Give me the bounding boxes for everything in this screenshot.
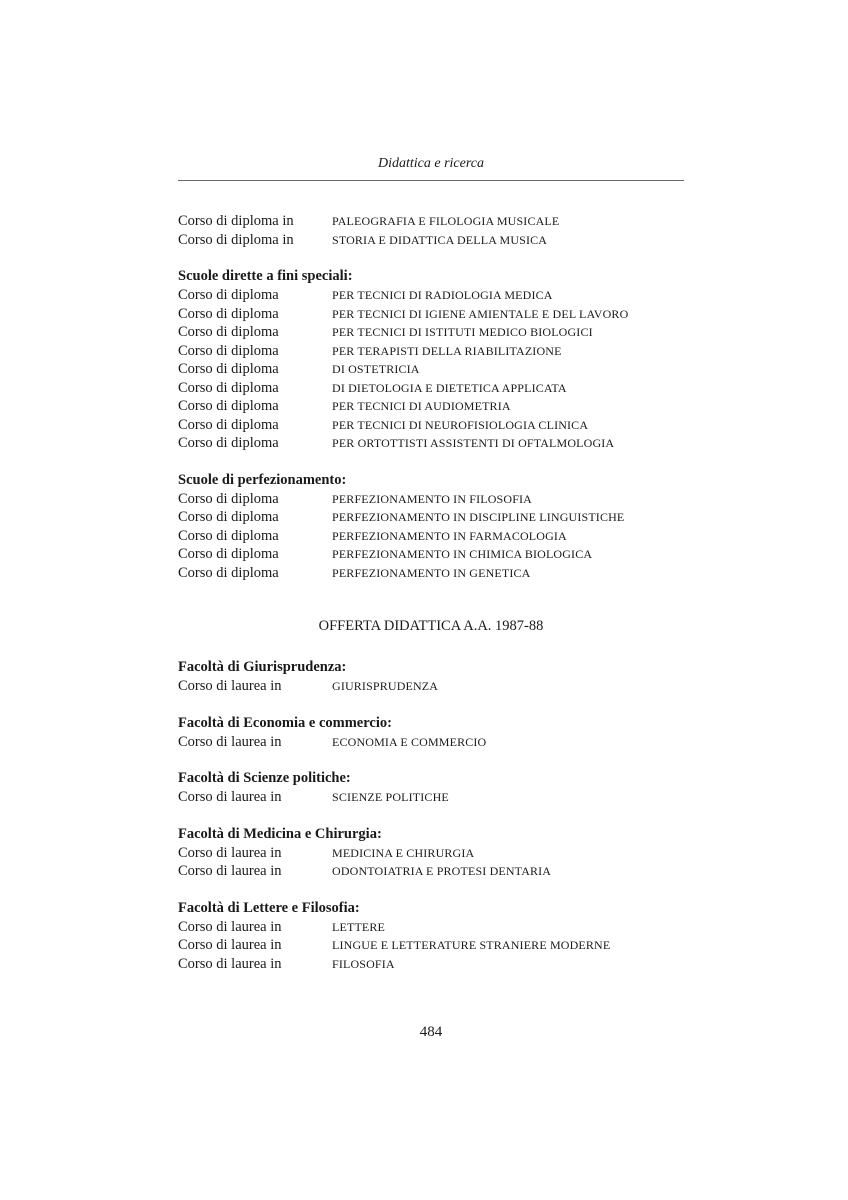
course-name: PER TECNICI DI ISTITUTI MEDICO BIOLOGICI	[332, 325, 593, 339]
section-gap	[178, 582, 684, 616]
course-type-label: Corso di diploma	[178, 416, 279, 433]
course-type-label: Corso di diploma	[178, 287, 279, 303]
course-row	[178, 936, 684, 955]
course-row	[178, 955, 684, 974]
section-heading: Facoltà di Economia e commercio:	[178, 714, 392, 731]
section-facolta-scienze-politiche	[178, 769, 684, 807]
course-name: ECONOMIA E COMMERCIO	[332, 734, 487, 749]
course-type-label: Corso di laurea in	[178, 678, 282, 694]
course-type-label: Corso di diploma	[178, 546, 279, 562]
course-row	[178, 434, 684, 453]
course-row	[178, 397, 684, 416]
course-type-label: Corso di diploma	[178, 435, 279, 451]
section-facolta-medicina	[178, 825, 684, 881]
course-type-label: Corso di laurea in	[178, 863, 282, 879]
course-type-label: Corso di laurea in	[178, 918, 282, 935]
course-name: PERFEZIONAMENTO IN DISCIPLINE LINGUISTICHE	[332, 510, 625, 524]
offerta-didattica-title: OFFERTA DIDATTICA A.A. 1987-88	[318, 618, 544, 634]
section-gap	[178, 807, 684, 825]
course-row	[178, 286, 684, 305]
course-name: PERFEZIONAMENTO IN FARMACOLOGIA	[332, 528, 567, 543]
course-name: PERFEZIONAMENTO IN CHIMICA BIOLOGICA	[332, 547, 593, 561]
course-name: PER TERAPISTI DELLA RIABILITAZIONE	[332, 343, 562, 358]
course-type-label: Corso di laurea in	[178, 844, 282, 861]
section-gap	[178, 636, 684, 658]
section-gap	[178, 453, 684, 471]
course-name: DI DIETOLOGIA E DIETETICA APPLICATA	[332, 380, 567, 395]
section-gap	[178, 881, 684, 899]
course-row	[178, 545, 684, 564]
course-row	[178, 342, 684, 361]
course-row	[178, 677, 684, 696]
course-type-label: Corso di laurea in	[178, 937, 282, 953]
course-type-label: Corso di diploma	[178, 305, 279, 322]
section-gap	[178, 249, 684, 267]
section-gap	[178, 751, 684, 769]
course-row	[178, 508, 684, 527]
course-row	[178, 212, 684, 231]
course-name: FILOSOFIA	[332, 956, 395, 971]
section-scuole-perfezionamento	[178, 471, 684, 583]
course-name: LETTERE	[332, 919, 386, 934]
course-type-label: Corso di laurea in	[178, 955, 282, 972]
course-name: PER TECNICI DI IGIENE AMIENTALE E DEL LAVORO	[332, 306, 629, 321]
course-row	[178, 527, 684, 546]
course-name: GIURISPRUDENZA	[332, 679, 439, 693]
course-name: SCIENZE POLITICHE	[332, 790, 449, 804]
section-heading: Scuole dirette a fini speciali:	[178, 268, 353, 284]
course-type-label: Corso di laurea in	[178, 789, 282, 805]
course-row	[178, 564, 684, 583]
course-type-label: Corso di diploma	[178, 564, 279, 581]
course-name: PALEOGRAFIA E FILOLOGIA MUSICALE	[332, 214, 560, 228]
course-row	[178, 733, 684, 752]
section-facolta-giurisprudenza	[178, 658, 684, 696]
course-name: PER TECNICI DI NEUROFISIOLOGIA CLINICA	[332, 417, 589, 432]
course-row	[178, 323, 684, 342]
section-heading: Scuole di perfezionamento:	[178, 471, 347, 488]
course-name: ODONTOIATRIA E PROTESI DENTARIA	[332, 864, 552, 878]
course-row	[178, 360, 684, 379]
running-header: Didattica e ricerca	[377, 156, 484, 171]
course-type-label: Corso di diploma	[178, 509, 279, 525]
course-name: PERFEZIONAMENTO IN GENETICA	[332, 565, 531, 580]
course-type-label: Corso di diploma	[178, 324, 279, 340]
course-row	[178, 305, 684, 324]
course-name: MEDICINA E CHIRURGIA	[332, 845, 475, 860]
course-type-label: Corso di diploma	[178, 490, 279, 507]
section-scuole-dirette	[178, 267, 684, 453]
course-row	[178, 379, 684, 398]
course-name: PER TECNICI DI AUDIOMETRIA	[332, 399, 511, 413]
page-number: 484	[419, 1024, 443, 1040]
course-name: PER TECNICI DI RADIOLOGIA MEDICA	[332, 288, 553, 302]
header-rule	[178, 180, 684, 181]
course-type-label: Corso di diploma	[178, 398, 279, 414]
section-heading: Facoltà di Scienze politiche:	[178, 770, 351, 786]
course-type-label: Corso di diploma in	[178, 231, 294, 248]
course-row	[178, 918, 684, 937]
page-content	[178, 212, 684, 973]
course-type-label: Corso di diploma	[178, 379, 279, 396]
course-row	[178, 788, 684, 807]
course-name: LINGUE E LETTERATURE STRANIERE MODERNE	[332, 938, 611, 952]
course-row	[178, 844, 684, 863]
section-heading: Facoltà di Medicina e Chirurgia:	[178, 825, 382, 842]
section-gap	[178, 696, 684, 714]
course-type-label: Corso di laurea in	[178, 733, 282, 750]
course-name: PER ORTOTTISTI ASSISTENTI DI OFTALMOLOGIA	[332, 436, 615, 450]
section-heading: Facoltà di Lettere e Filosofia:	[178, 899, 360, 916]
course-type-label: Corso di diploma	[178, 527, 279, 544]
course-type-label: Corso di diploma	[178, 361, 279, 377]
course-row	[178, 862, 684, 881]
section-facolta-lettere	[178, 899, 684, 974]
course-row	[178, 231, 684, 250]
course-row	[178, 490, 684, 509]
course-type-label: Corso di diploma in	[178, 213, 294, 229]
course-name: STORIA E DIDATTICA DELLA MUSICA	[332, 232, 548, 247]
course-name: DI OSTETRICIA	[332, 362, 420, 376]
top-course-list	[178, 212, 684, 249]
course-row	[178, 416, 684, 435]
section-heading: Facoltà di Giurisprudenza:	[178, 659, 347, 675]
course-name: PERFEZIONAMENTO IN FILOSOFIA	[332, 491, 532, 506]
course-type-label: Corso di diploma	[178, 342, 279, 359]
section-facolta-economia	[178, 714, 684, 752]
